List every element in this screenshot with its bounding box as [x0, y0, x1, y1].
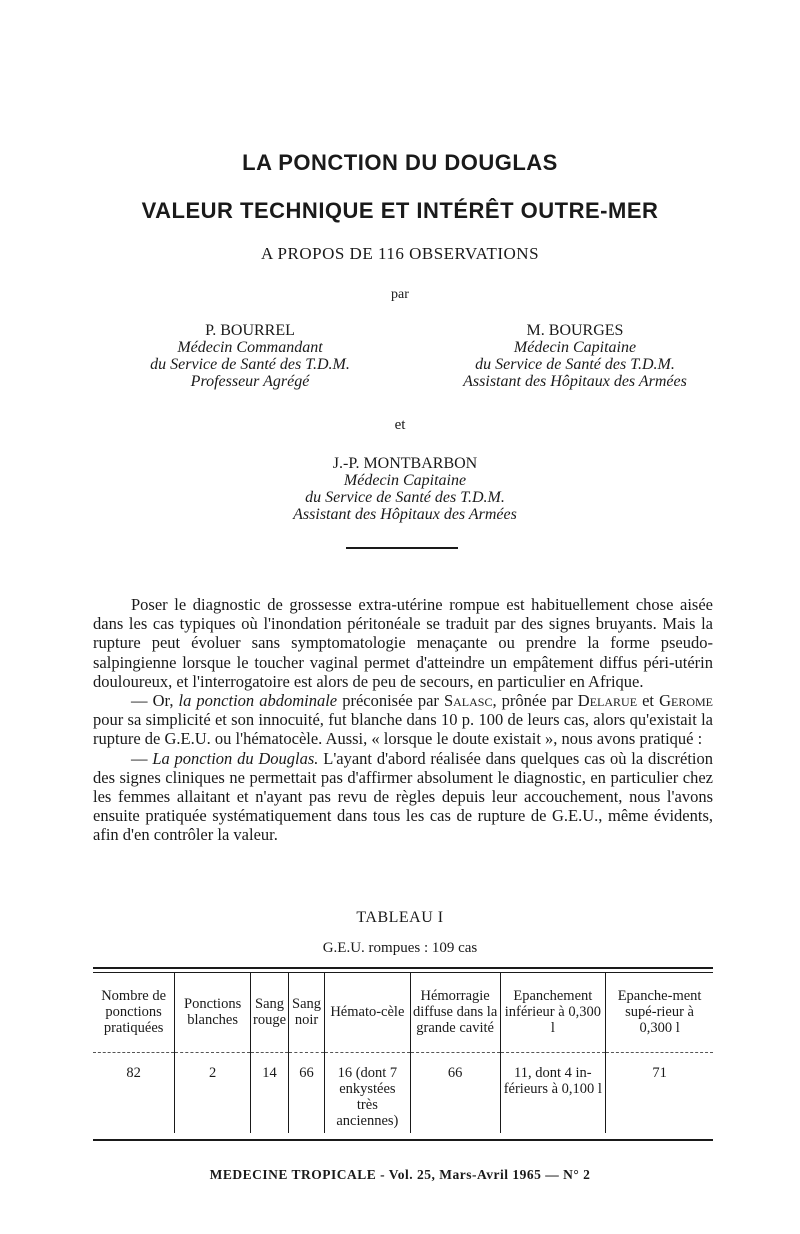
author-role: du Service de Santé des T.D.M.: [305, 489, 505, 506]
column-header: Epanche-ment supé-rieur à 0,300 l: [606, 972, 713, 1053]
cited-author-delarue: Delarue: [577, 691, 638, 711]
article-body: [93, 595, 713, 845]
text-run: préconisée par: [337, 691, 444, 711]
author-bourrel: [120, 322, 380, 390]
text-run: et: [637, 691, 660, 711]
author-role: Assistant des Hôpitaux des Armées: [463, 373, 687, 390]
body-paragraph-3: [93, 749, 713, 845]
section-divider: [346, 547, 458, 549]
author-role: Professeur Agrégé: [190, 373, 310, 390]
article-subtitle: A PROPOS DE 116 OBSERVATIONS: [260, 244, 540, 263]
table-row: [93, 1053, 713, 1134]
table-cell: 2: [175, 1053, 251, 1134]
text-run: pour sa simplicité et son innocuité, fut blanche dans 10 p. 100 de leurs cas, alors qu'existait la rupture de G.E.U. ou l'hématocèle. Aussi, « lorsque le doute existait », nous avons pratiqué :: [93, 710, 713, 749]
body-paragraph-2: [93, 691, 713, 749]
table-cell: 66: [410, 1053, 500, 1134]
author-role: du Service de Santé des T.D.M.: [475, 356, 675, 373]
author-role: Assistant des Hôpitaux des Armées: [293, 506, 517, 523]
text-run: , prônée par: [492, 691, 578, 711]
cited-author-gerome: Gerome: [659, 691, 713, 711]
journal-footer: MEDECINE TROPICALE - Vol. 25, Mars-Avril 1965 — N° 2: [209, 1167, 591, 1182]
table-cell: 66: [289, 1053, 325, 1134]
author-name: P. BOURREL: [205, 322, 295, 339]
author-name: M. BOURGES: [526, 322, 624, 339]
article-title-line1: LA PONCTION DU DOUGLAS: [242, 150, 558, 175]
article-title-line2: VALEUR TECHNIQUE ET INTÉRÊT OUTRE-MER: [141, 198, 659, 223]
body-paragraph-1: Poser le diagnostic de grossesse extra-utérine rompue est habituellement chose aisée dans les cas typiques où l'inondation péritonéale se traduit par des signes bruyants. Mais la rupture peut évoluer sans symptomatologie menaçante ou prendre la forme pseudo-salpingienne lorsque le toucher vaginal permet d'atteindre un empâtement diffus péri-utérin douloureux, et l'interrogatoire est alors de peu de secours, en particulier en Afrique.: [93, 595, 713, 691]
table-cell: 71: [606, 1053, 713, 1134]
column-header: Sang noir: [289, 972, 325, 1053]
author-role: du Service de Santé des T.D.M.: [150, 356, 350, 373]
results-table: [93, 972, 713, 1133]
text-run: L'ayant d'abord réalisée dans quelques cas où la discrétion des signes cliniques ne permettait pas d'affirmer absolument le diagnostic, en particulier chez les femmes allaitant et n'ayant pas revu de règles depuis leur accouchement, nous l'avons ensuite pratiquée systématiquement dans tous les cas de rupture de G.E.U., même évidents, afin d'en contrôler la valeur.: [93, 748, 714, 845]
table-bottom-rule: [93, 1139, 713, 1141]
column-header: Nombre de ponctions pratiquées: [93, 972, 175, 1053]
italic-term: la ponction abdominale: [178, 691, 338, 711]
byline-et: et: [394, 417, 406, 433]
column-header: Sang rouge: [251, 972, 289, 1053]
table-title: TABLEAU I: [356, 909, 444, 926]
author-montbarbon: [260, 455, 550, 523]
author-name: J.-P. MONTBARBON: [332, 455, 478, 472]
table-subtitle: G.E.U. rompues : 109 cas: [322, 940, 478, 956]
author-role: Médecin Commandant: [177, 339, 323, 356]
author-role: Médecin Capitaine: [343, 472, 467, 489]
text-run: — Or,: [131, 691, 179, 711]
column-header: Hémato-cèle: [325, 972, 411, 1053]
byline-par: par: [391, 287, 409, 302]
author-bourges: [430, 322, 720, 390]
column-header: Epanchement inférieur à 0,300 l: [500, 972, 606, 1053]
column-header: Ponctions blanches: [175, 972, 251, 1053]
cited-author-salasc: Salasc: [443, 691, 493, 711]
table-cell: 11, dont 4 in-férieurs à 0,100 l: [500, 1053, 606, 1134]
table-cell: 14: [251, 1053, 289, 1134]
table-header-row: [93, 972, 713, 1053]
column-header: Hémorragie diffuse dans la grande cavité: [410, 972, 500, 1053]
text-run: —: [131, 748, 153, 768]
italic-term: La ponction du Douglas.: [152, 748, 319, 768]
author-role: Médecin Capitaine: [513, 339, 637, 356]
table-cell: 82: [126, 1065, 141, 1081]
table-cell: 16 (dont 7 enkystées très anciennes): [325, 1053, 411, 1134]
